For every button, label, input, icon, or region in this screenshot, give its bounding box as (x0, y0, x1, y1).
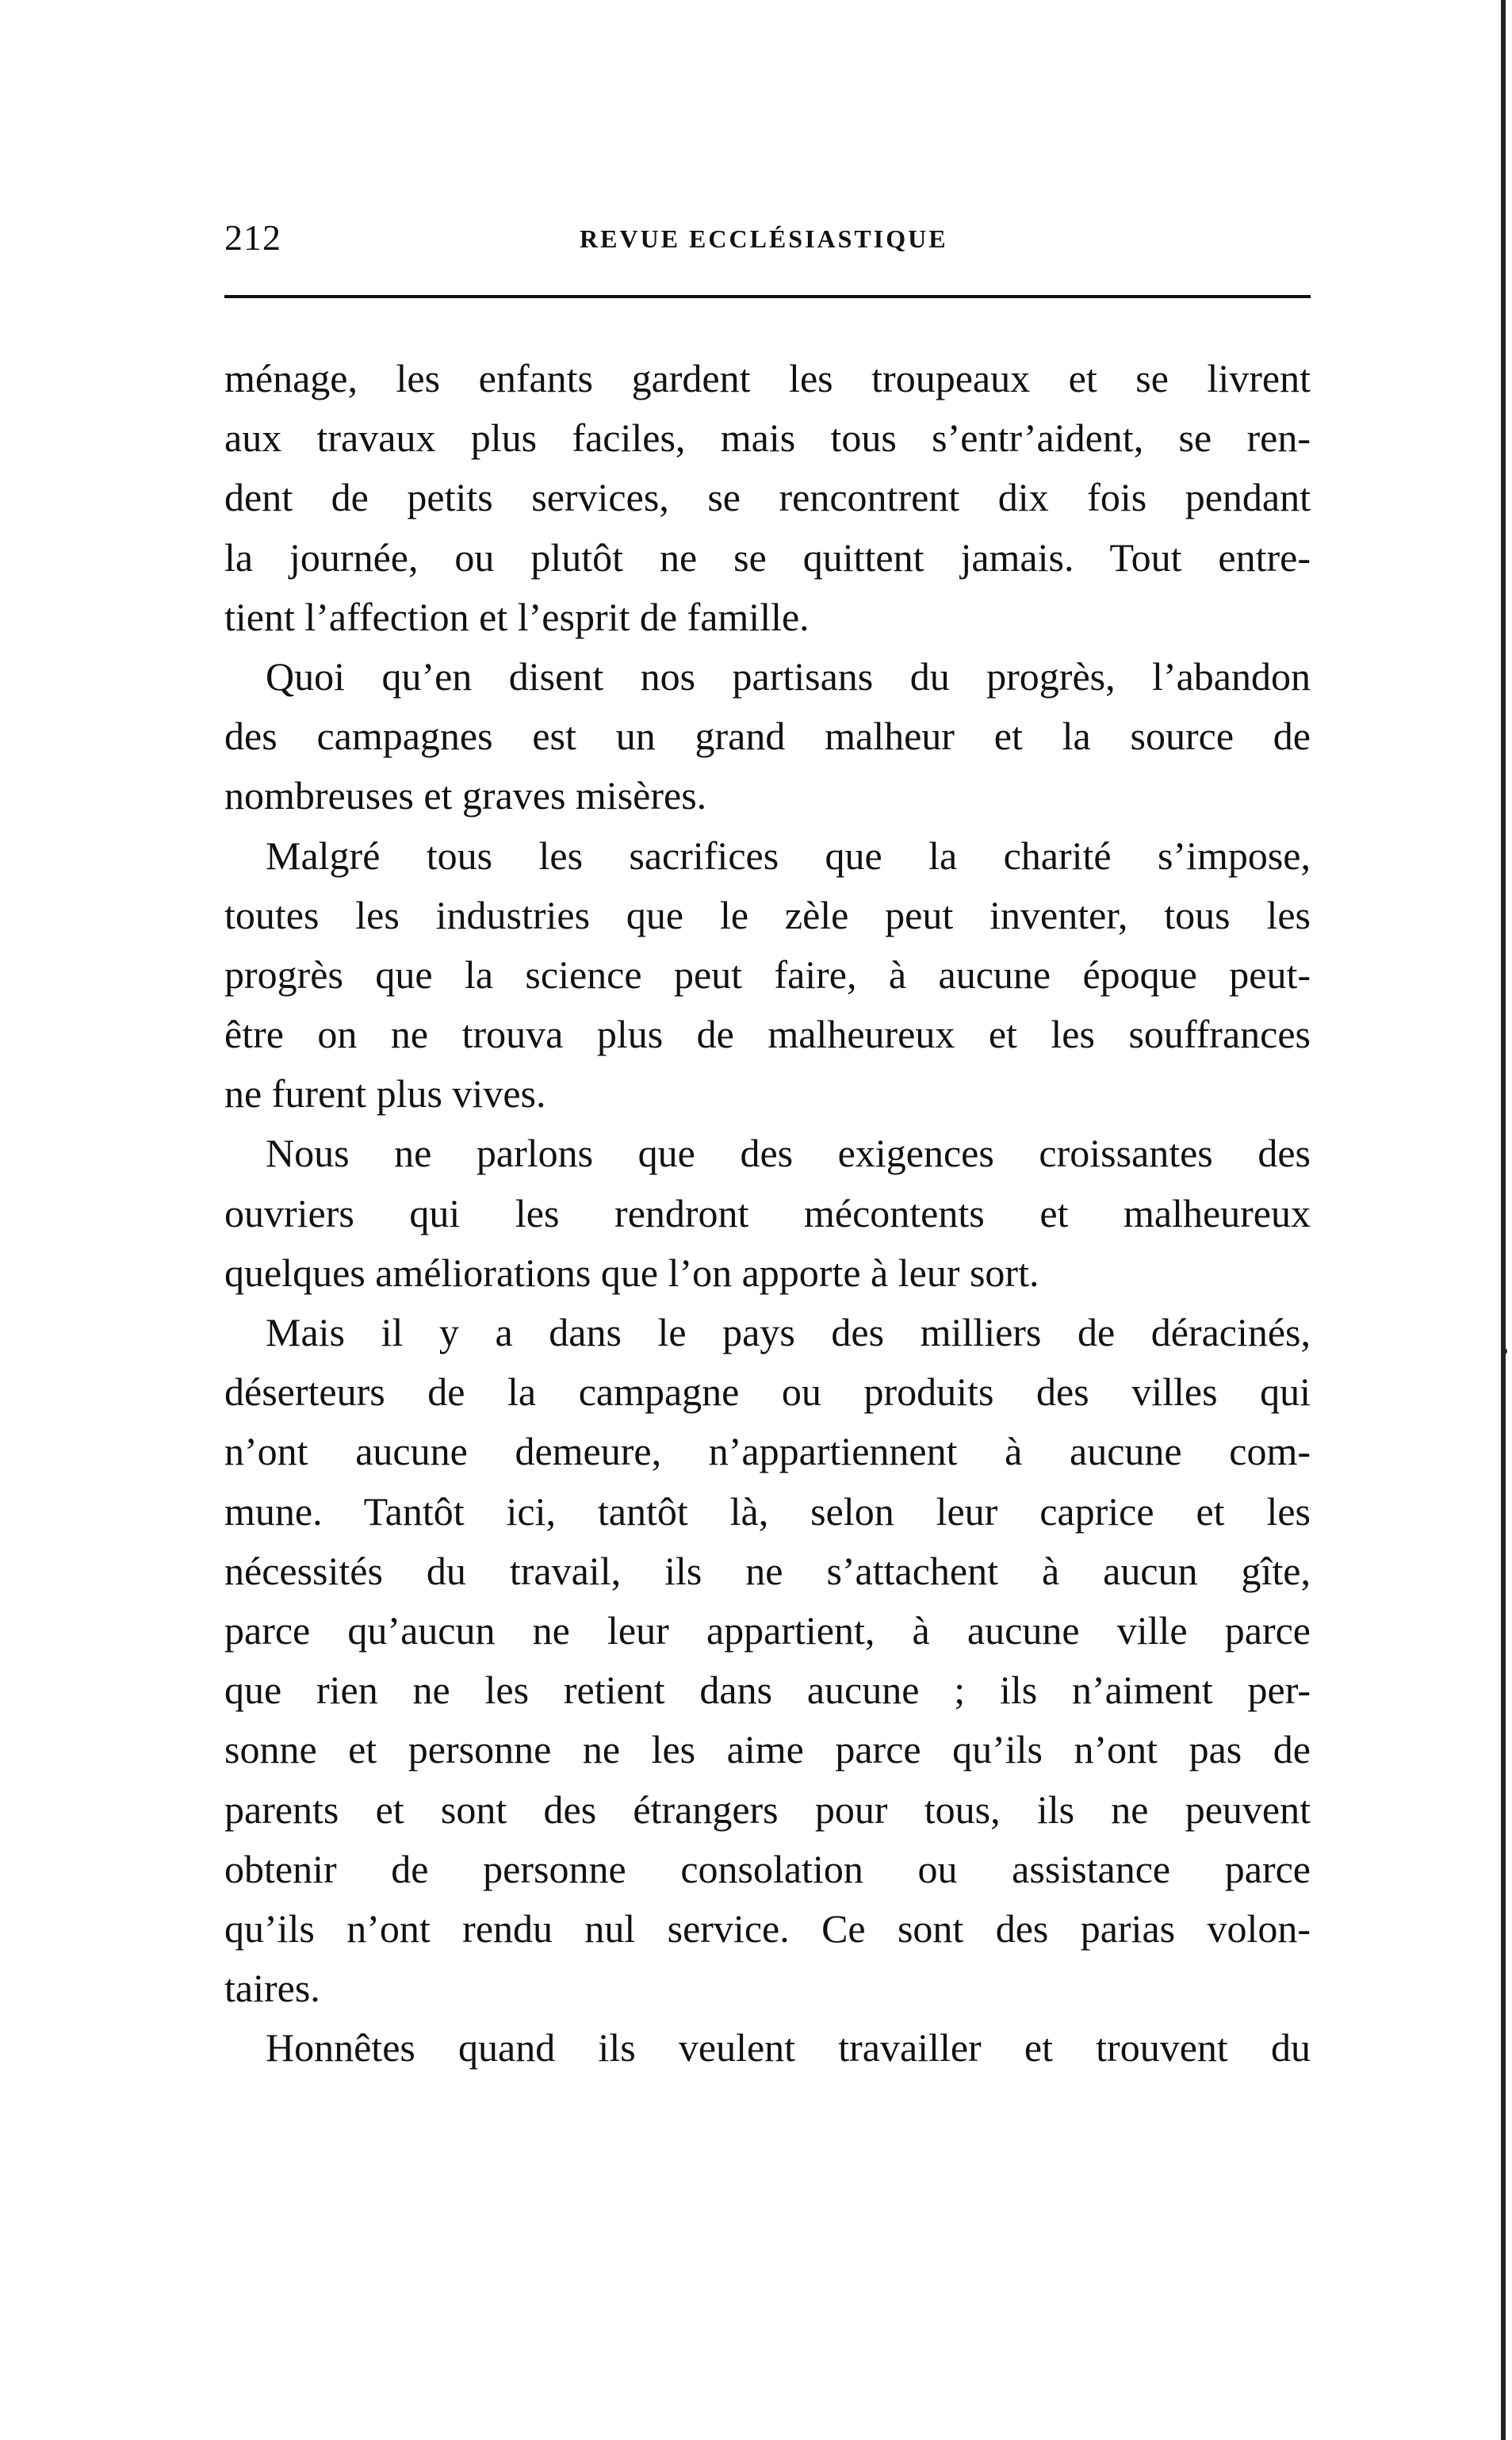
header-rule (224, 295, 1311, 298)
text-line: parce qu’aucun ne leur appartient, à aucune ville parce (224, 1607, 1311, 1653)
text-line: toutes les industries que le zèle peut inventer, tous les (224, 892, 1311, 937)
text-line: tient l’affection et l’esprit de famille. (224, 594, 810, 639)
text-line: dent de petits services, se rencontrent dix fois pendant (224, 475, 1311, 520)
text-line: Quoi qu’en disent nos partisans du progrès, l’abandon (266, 653, 1311, 699)
text-line: Nous ne parlons que des exigences croissantes des (266, 1131, 1311, 1176)
text-line: des campagnes est un grand malheur et la source de (224, 714, 1311, 759)
text-line: nombreuses et graves misères. (224, 773, 707, 818)
page-header (224, 214, 1311, 270)
text-line: quelques améliorations que l’on apporte à leur sort. (224, 1250, 1039, 1295)
text-line: ne furent plus vives. (224, 1071, 546, 1117)
text-line: Mais il y a dans le pays des milliers de déracinés, (266, 1310, 1311, 1354)
text-line: mune. Tantôt ici, tantôt là, selon leur caprice et les (224, 1488, 1311, 1534)
running-title: REVUE ECCLÉSIASTIQUE (580, 224, 948, 253)
text-line: la journée, ou plutôt ne se quittent jamais. Tout entre- (224, 534, 1311, 580)
text-line: que rien ne les retient dans aucune ; ils n’aiment per- (224, 1668, 1311, 1713)
text-line: taires. (224, 1966, 320, 2011)
body-text (224, 349, 1311, 2078)
text-line: ouvriers qui les rendront mécontents et malheureux (224, 1190, 1311, 1235)
page-edge-mark (1501, 0, 1506, 2440)
margin-dot (1501, 1348, 1507, 1354)
text-line: aux travaux plus faciles, mais tous s’entr’aident, se ren- (224, 416, 1311, 461)
text-line: être on ne trouva plus de malheureux et les souffrances (224, 1012, 1311, 1057)
text-line: Malgré tous les sacrifices que la charité s’impose, (266, 833, 1311, 878)
page-number: 212 (224, 217, 281, 258)
text-line: ménage, les enfants gardent les troupeaux et se livrent (224, 356, 1311, 400)
text-line: progrès que la science peut faire, à aucune époque peut- (224, 952, 1311, 997)
text-line: qu’ils n’ont rendu nul service. Ce sont des parias volon- (224, 1906, 1311, 1951)
text-line: déserteurs de la campagne ou produits des villes qui (224, 1369, 1311, 1415)
text-line: nécessités du travail, ils ne s’attachent à aucun gîte, (224, 1548, 1311, 1593)
text-line: parents et sont des étrangers pour tous, ils ne peuvent (224, 1787, 1311, 1832)
text-line: obtenir de personne consolation ou assistance parce (224, 1846, 1311, 1891)
text-line: Honnêtes quand ils veulent travailler et trouvent du (266, 2025, 1311, 2070)
text-line: sonne et personne ne les aime parce qu’ils n’ont pas de (224, 1727, 1311, 1772)
text-line: n’ont aucune demeure, n’appartiennent à aucune com- (224, 1429, 1311, 1474)
